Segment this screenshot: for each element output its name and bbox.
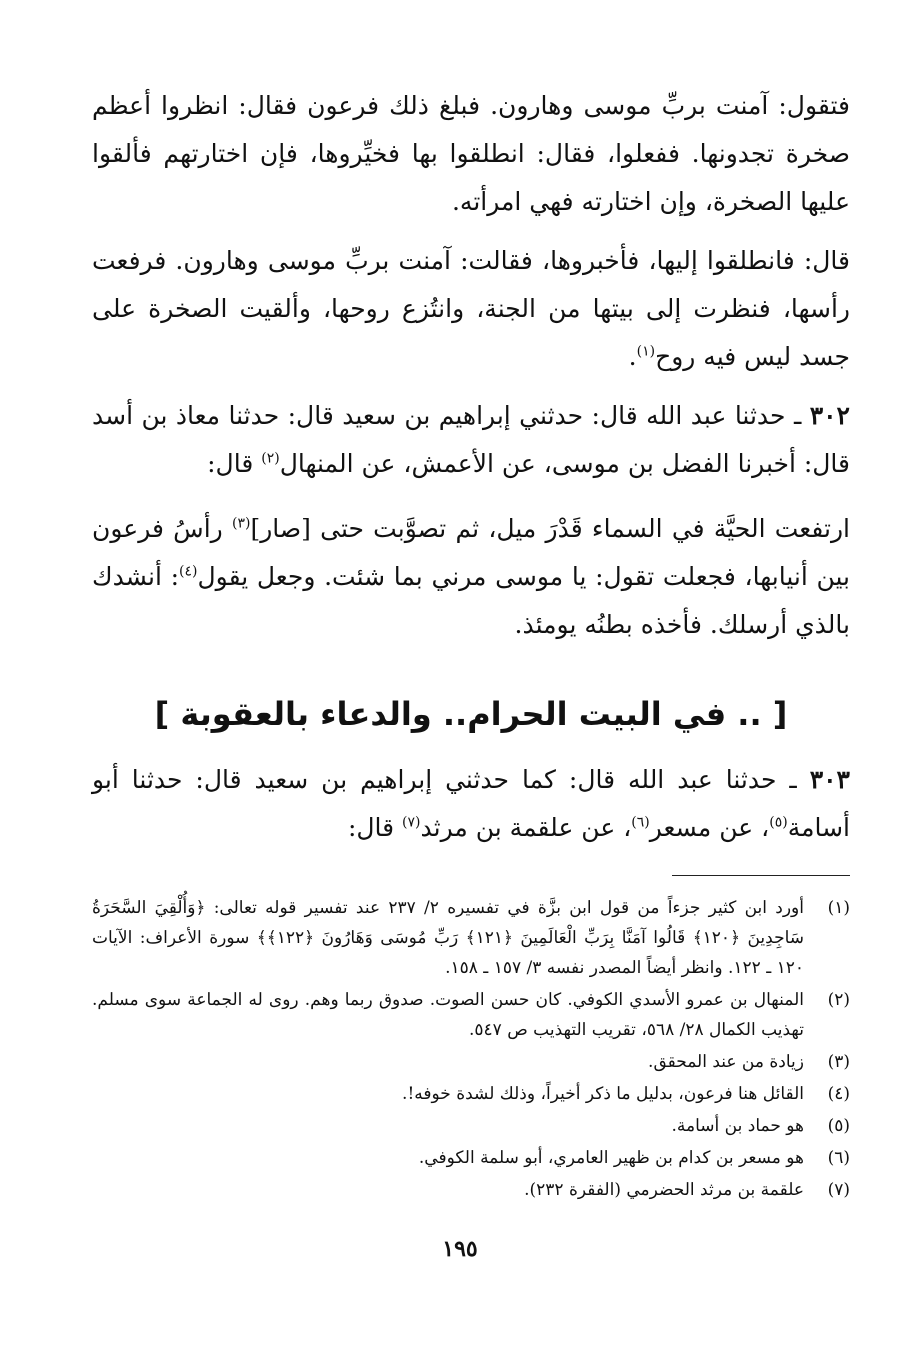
footnote-marker: (٢) (827, 990, 850, 1010)
footnote-ref-6: (٦) (631, 814, 650, 831)
hadith-303-text (92, 756, 850, 852)
hadith-302-text (92, 392, 850, 488)
paragraph-4-part-b: رأسُ فرعون بين أنيابها، فجعلت تقول: يا موسى مرني بما شئت. وجعل يقول (92, 514, 850, 591)
footnote-text: القائل هنا فرعون، بدليل ما ذكر أخيراً، وذلك لشدة خوفه!. (402, 1084, 804, 1104)
footnote-ref-2: (٢) (261, 450, 280, 467)
footnote-item (92, 1079, 850, 1109)
hadith-303-part-c: ، عن علقمة بن مرثد (420, 813, 632, 842)
footnote-ref-1: (١) (636, 343, 656, 360)
footnotes (92, 893, 850, 1207)
footnote-item (92, 1047, 850, 1077)
footnote-text: علقمة بن مرثد الحضرمي (الفقرة ٢٣٢). (524, 1180, 804, 1200)
footnote-marker: (٧) (827, 1180, 850, 1200)
hadith-number-302: ٣٠٢ (809, 401, 850, 430)
footnote-marker: (٦) (827, 1148, 850, 1168)
footnote-text: هو مسعر بن كدام بن ظهير العامري، أبو سلمة الكوفي. (418, 1148, 804, 1168)
footnote-marker: (١) (827, 898, 850, 918)
paragraph-2-main: قال: فانطلقوا إليها، فأخبروها، فقالت: آمنت بربِّ موسى وهارون. فرفعت رأسها، فنظرت إلى بيتها من الجنة، وانتُزع روحها، وألقيت الصخرة على جسد ليس فيه روح (92, 246, 850, 371)
footnote-ref-7: (٧) (402, 814, 421, 831)
hadith-303-part-b: ، عن مسعر (649, 813, 770, 842)
footnote-marker: (٣) (827, 1052, 850, 1072)
footnote-item (92, 985, 850, 1045)
hadith-303-part-d: قال: (347, 813, 403, 842)
footnote-item (92, 1111, 850, 1141)
paragraph-2-text (92, 237, 850, 381)
paragraph-1-text: فتقول: آمنت بربِّ موسى وهارون. فبلغ ذلك فرعون فقال: انظروا أعظم صخرة تجدونها. ففعلوا، فقال: انطلقوا بها فخيِّروها، فإن اختارتهم فألقوا عليها الصخرة، وإن اختارته فهي امرأته. (92, 91, 850, 216)
paragraph-4-part-c: : أنشدك بالذي أرسلك. فأخذه بطنُه يومئذ. (92, 562, 850, 639)
page-number: ١٩٥ (442, 1236, 478, 1262)
footnote-ref-4: (٤) (179, 563, 198, 580)
footnote-item (92, 1143, 850, 1173)
footnote-text: أورد ابن كثير جزءاً من قول ابن بزَّة في تفسيره ٢/ ٢٣٧ عند تفسير قوله تعالى: ﴿وَأُلْقِيَ السَّحَرَةُ سَاجِدِينَ ﴿١٢٠﴾ قَالُوا آمَنَّا بِرَبِّ الْعَالَمِينَ ﴿١٢١﴾ رَبِّ مُوسَى وَهَارُونَ ﴿١٢٢﴾﴾ سورة الأعراف: الآيات ١٢٠ ـ ١٢٢. وانظر أيضاً المصدر نفسه ٣/ ١٥٧ ـ ١٥٨. (92, 898, 805, 978)
footnote-marker: (٥) (827, 1116, 850, 1136)
footnote-text: المنهال بن عمرو الأسدي الكوفي. كان حسن الصوت. صدوق ربما وهم. روى له الجماعة سوى مسلم. تهذيب الكمال ٢٨/ ٥٦٨، تقريب التهذيب ص ٥٤٧. (92, 990, 804, 1040)
hadith-302-chain: ـ حدثنا عبد الله قال: حدثني إبراهيم بن سعيد قال: حدثنا معاذ بن أسد قال: أخبرنا الفضل بن موسى، عن الأعمش، عن المنهال (92, 401, 850, 478)
hadith-number-303: ٣٠٣ (809, 765, 850, 794)
footnote-item (92, 1175, 850, 1205)
footnote-text: هو حماد بن أسامة. (671, 1116, 804, 1136)
section-heading: [ .. في البيت الحرام.. والدعاء بالعقوبة ] (154, 695, 788, 733)
footnote-ref-3: (٣) (231, 515, 251, 532)
footnote-text: زيادة من عند المحقق. (648, 1052, 804, 1072)
footnote-item (92, 893, 850, 983)
footnote-ref-5: (٥) (769, 814, 788, 831)
paragraph-2-end: . (628, 342, 637, 371)
paragraph-4-part-a: ارتفعت الحيَّة في السماء قَدْرَ ميل، ثم تصوَّبت حتى [صار] (250, 514, 850, 543)
hadith-303-part-a: ـ حدثنا عبد الله قال: كما حدثني إبراهيم بن سعيد قال: حدثنا أبو أسامة (92, 765, 850, 842)
hadith-302 (92, 392, 850, 488)
paragraph-2 (92, 237, 850, 381)
paragraph-4-text (92, 505, 850, 649)
footnote-marker: (٤) (827, 1084, 850, 1104)
paragraph-1 (92, 82, 850, 226)
hadith-303 (92, 756, 850, 852)
paragraph-4 (92, 505, 850, 649)
footnote-separator (672, 875, 850, 876)
hadith-302-end: قال: (207, 449, 262, 478)
